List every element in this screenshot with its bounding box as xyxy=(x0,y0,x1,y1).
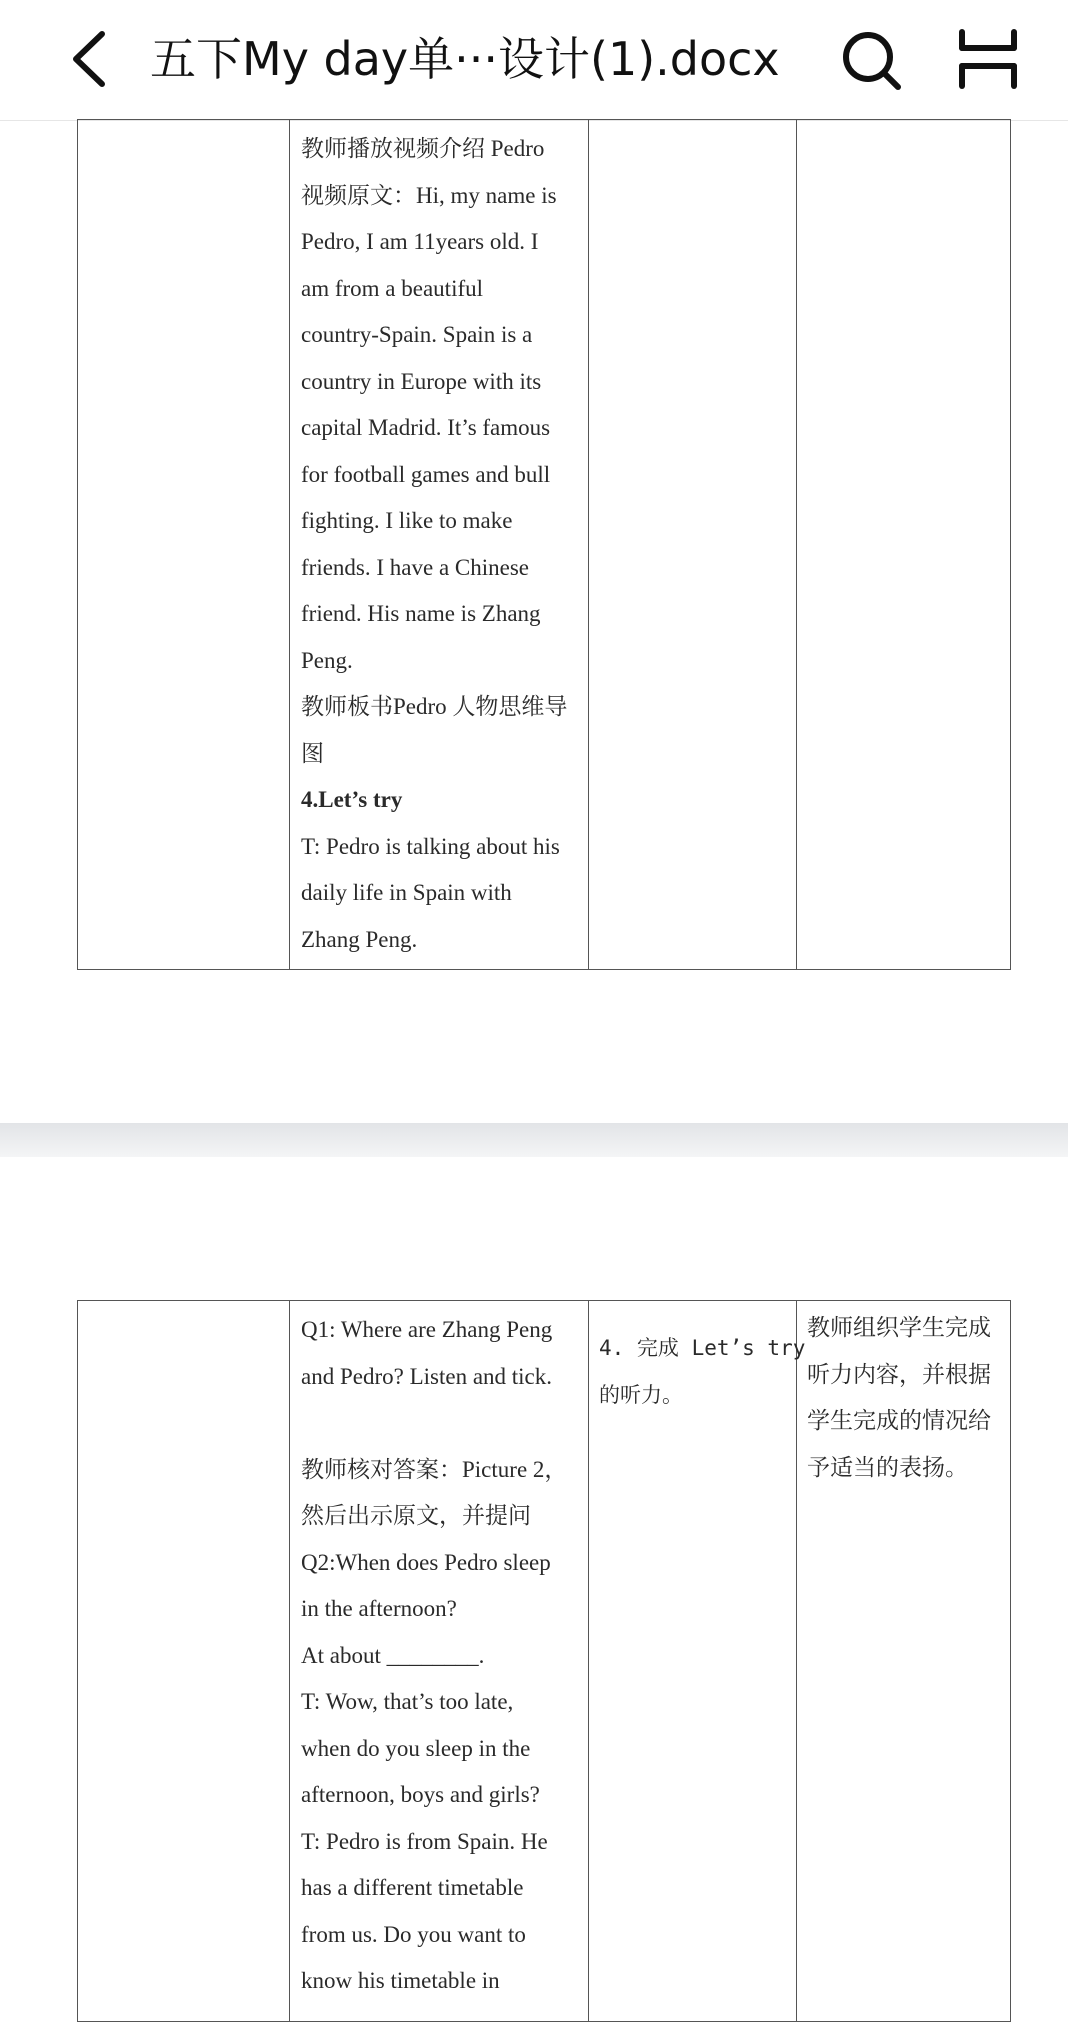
text-line: country-Spain. Spain is a xyxy=(301,322,533,347)
text-line: country in Europe with its xyxy=(301,368,542,394)
table-cell-empty xyxy=(78,1301,290,2022)
text-line: 教师核对答案：Picture 2， xyxy=(301,1456,568,1482)
text-line: afternoon, boys and girls? xyxy=(301,1782,540,1807)
text-line: T: Pedro is talking about his xyxy=(301,833,560,859)
text-line: T: Pedro is from Spain. He xyxy=(301,1828,548,1854)
lesson-table-page-1 xyxy=(77,119,1011,970)
text-line: 然后出示原文，并提问 xyxy=(301,1503,531,1528)
text-line: 学生完成的情况给 xyxy=(807,1408,991,1433)
text-line: 4. 完成 Let’s try xyxy=(599,1336,806,1360)
blank-line xyxy=(301,1400,578,1447)
chevron-left-icon xyxy=(62,28,122,90)
text-line: Pedro, I am 11years old. I xyxy=(301,229,539,254)
text-line: for football games and bull xyxy=(301,461,551,487)
text-line: am from a beautiful xyxy=(301,275,484,301)
text-line: from us. Do you want to xyxy=(301,1921,526,1947)
document-title: 五下My day单···设计(1).docx xyxy=(150,32,780,86)
text-line: Peng. xyxy=(301,647,353,673)
text-line: T: Wow, that’s too late, xyxy=(301,1689,514,1714)
text-line: know his timetable in xyxy=(301,1968,500,1993)
table-cell-empty xyxy=(78,120,290,970)
menu-button[interactable] xyxy=(956,28,1020,92)
table-cell-student-activity xyxy=(589,1301,806,2022)
text-line: 教师板书Pedro 人物思维导 xyxy=(301,694,568,719)
text-line: 的听力。 xyxy=(599,1382,683,1407)
text-line: 视频原文：Hi, my name is xyxy=(301,182,557,208)
text-line: 教师组织学生完成 xyxy=(807,1315,991,1340)
text-line: 教师播放视频介绍 Pedro xyxy=(301,136,545,161)
text-line: when do you sleep in the xyxy=(301,1735,531,1761)
menu-icon xyxy=(956,28,1020,92)
lesson-table-page-2 xyxy=(77,1300,1011,2022)
text-line: Zhang Peng. xyxy=(301,926,418,952)
section-heading: 4.Let’s try xyxy=(301,787,403,812)
text-line: At about ________. xyxy=(301,1642,485,1668)
search-button[interactable] xyxy=(840,28,904,92)
top-bar xyxy=(0,0,1068,121)
text-line: 图 xyxy=(301,740,324,766)
text-line: and Pedro? Listen and tick. xyxy=(301,1363,553,1389)
text-line: friend. His name is Zhang xyxy=(301,601,541,626)
text-line: fighting. I like to make xyxy=(301,508,513,533)
table-cell-teacher-activity xyxy=(290,120,589,970)
document-page-2 xyxy=(0,1157,1068,2000)
text-line: Q1: Where are Zhang Peng xyxy=(301,1317,553,1342)
text-line: 予适当的表扬。 xyxy=(807,1454,968,1480)
text-line: has a different timetable xyxy=(301,1875,524,1900)
table-cell-design-intent xyxy=(797,1301,1011,2022)
table-cell-empty xyxy=(589,120,797,970)
text-line: friends. I have a Chinese xyxy=(301,554,530,580)
text-line: daily life in Spain with xyxy=(301,880,512,905)
document-page-1 xyxy=(0,121,1068,1123)
text-line: 听力内容，并根据 xyxy=(807,1361,991,1387)
text-line: in the afternoon? xyxy=(301,1596,457,1621)
table-cell-empty xyxy=(797,120,1011,970)
text-line: Q2:When does Pedro sleep xyxy=(301,1549,551,1575)
search-icon xyxy=(840,28,904,92)
text-line: capital Madrid. It’s famous xyxy=(301,415,551,440)
table-cell-teacher-activity xyxy=(290,1301,589,2022)
back-button[interactable] xyxy=(62,28,122,90)
page-separator xyxy=(0,1123,1068,1157)
